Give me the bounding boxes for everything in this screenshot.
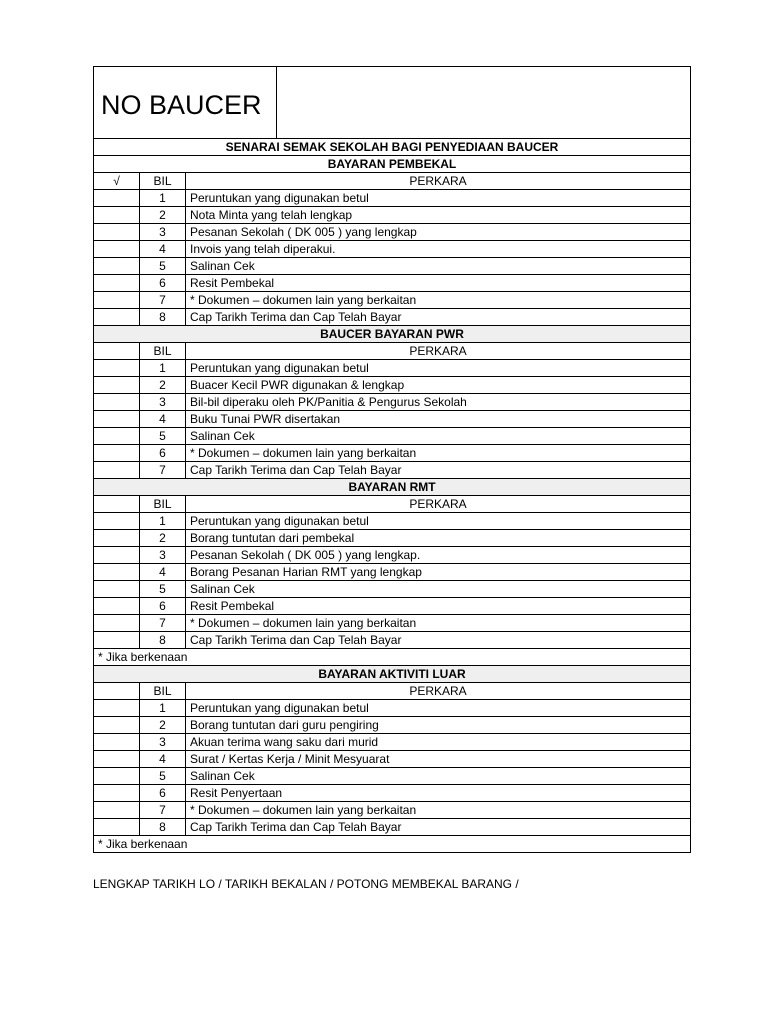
item-text: Cap Tarikh Terima dan Cap Telah Bayar <box>186 309 691 326</box>
item-number: 8 <box>140 309 186 326</box>
column-header-row <box>94 683 691 700</box>
section-title-row <box>94 326 691 343</box>
bil-column-header: BIL <box>140 496 186 513</box>
item-number: 2 <box>140 207 186 224</box>
tick-box <box>94 360 140 377</box>
checklist-item-row <box>94 581 691 598</box>
bil-column-header: BIL <box>140 683 186 700</box>
item-number: 6 <box>140 275 186 292</box>
item-text: Peruntukan yang digunakan betul <box>186 360 691 377</box>
item-number: 5 <box>140 428 186 445</box>
item-number: 2 <box>140 377 186 394</box>
item-text: Resit Pembekal <box>186 598 691 615</box>
perkara-column-header: PERKARA <box>186 496 691 513</box>
item-number: 3 <box>140 224 186 241</box>
item-text: Pesanan Sekolah ( DK 005 ) yang lengkap <box>186 224 691 241</box>
item-text: Salinan Cek <box>186 258 691 275</box>
item-text: Buku Tunai PWR disertakan <box>186 411 691 428</box>
checklist-item-row <box>94 751 691 768</box>
item-number: 1 <box>140 360 186 377</box>
tick-box <box>94 462 140 479</box>
checklist-item-row <box>94 819 691 836</box>
document-title: SENARAI SEMAK SEKOLAH BAGI PENYEDIAAN BAUCER <box>94 139 691 156</box>
tick-box <box>94 632 140 649</box>
section-title: BAYARAN PEMBEKAL <box>94 156 691 173</box>
checklist-item-row <box>94 292 691 309</box>
checklist-item-row <box>94 785 691 802</box>
item-text: Nota Minta yang telah lengkap <box>186 207 691 224</box>
checklist-table <box>93 138 691 853</box>
tick-box <box>94 377 140 394</box>
section-title: BAUCER BAYARAN PWR <box>94 326 691 343</box>
tick-box <box>94 275 140 292</box>
item-text: Cap Tarikh Terima dan Cap Telah Bayar <box>186 819 691 836</box>
item-number: 6 <box>140 598 186 615</box>
tick-box <box>94 292 140 309</box>
checklist-item-row <box>94 241 691 258</box>
item-number: 6 <box>140 785 186 802</box>
tick-box <box>94 717 140 734</box>
checklist-item-row <box>94 598 691 615</box>
item-text: Surat / Kertas Kerja / Minit Mesyuarat <box>186 751 691 768</box>
item-number: 2 <box>140 717 186 734</box>
item-text: Peruntukan yang digunakan betul <box>186 513 691 530</box>
tick-box <box>94 734 140 751</box>
perkara-column-header: PERKARA <box>186 683 691 700</box>
item-number: 8 <box>140 819 186 836</box>
tick-column-header: √ <box>94 173 140 190</box>
section-title: BAYARAN RMT <box>94 479 691 496</box>
tick-box <box>94 615 140 632</box>
item-number: 5 <box>140 258 186 275</box>
note-row <box>94 649 691 666</box>
tick-column-header <box>94 683 140 700</box>
section-title-row <box>94 479 691 496</box>
item-number: 4 <box>140 564 186 581</box>
item-text: Buacer Kecil PWR digunakan & lengkap <box>186 377 691 394</box>
voucher-header <box>93 66 691 138</box>
column-header-row <box>94 173 691 190</box>
item-number: 2 <box>140 530 186 547</box>
item-number: 5 <box>140 768 186 785</box>
tick-box <box>94 411 140 428</box>
checklist-item-row <box>94 258 691 275</box>
tick-box <box>94 241 140 258</box>
checklist-item-row <box>94 700 691 717</box>
tick-box <box>94 530 140 547</box>
tick-column-header <box>94 343 140 360</box>
item-text: Akuan terima wang saku dari murid <box>186 734 691 751</box>
document-title-row <box>94 139 691 156</box>
checklist-item-row <box>94 377 691 394</box>
tick-column-header <box>94 496 140 513</box>
item-text: Pesanan Sekolah ( DK 005 ) yang lengkap. <box>186 547 691 564</box>
item-text: * Dokumen – dokumen lain yang berkaitan <box>186 445 691 462</box>
note-text: * Jika berkenaan <box>94 649 691 666</box>
item-number: 3 <box>140 734 186 751</box>
item-text: Invois yang telah diperakui. <box>186 241 691 258</box>
checklist-item-row <box>94 734 691 751</box>
checklist-item-row <box>94 530 691 547</box>
item-number: 5 <box>140 581 186 598</box>
item-text: Peruntukan yang digunakan betul <box>186 700 691 717</box>
perkara-column-header: PERKARA <box>186 173 691 190</box>
checklist-item-row <box>94 360 691 377</box>
item-text: * Dokumen – dokumen lain yang berkaitan <box>186 615 691 632</box>
bil-column-header: BIL <box>140 343 186 360</box>
tick-box <box>94 547 140 564</box>
checklist-item-row <box>94 547 691 564</box>
bil-column-header: BIL <box>140 173 186 190</box>
item-number: 3 <box>140 547 186 564</box>
checklist-item-row <box>94 224 691 241</box>
item-text: Resit Pembekal <box>186 275 691 292</box>
item-number: 1 <box>140 700 186 717</box>
footer-note: LENGKAP TARIKH LO / TARIKH BEKALAN / POTONG MEMBEKAL BARANG / <box>93 877 519 891</box>
tick-box <box>94 445 140 462</box>
tick-box <box>94 224 140 241</box>
tick-box <box>94 207 140 224</box>
checklist-item-row <box>94 513 691 530</box>
checklist-item-row <box>94 802 691 819</box>
note-row <box>94 836 691 853</box>
tick-box <box>94 258 140 275</box>
item-number: 4 <box>140 411 186 428</box>
tick-box <box>94 819 140 836</box>
checklist-item-row <box>94 207 691 224</box>
item-number: 4 <box>140 241 186 258</box>
tick-box <box>94 768 140 785</box>
tick-box <box>94 598 140 615</box>
checklist-item-row <box>94 411 691 428</box>
tick-box <box>94 394 140 411</box>
column-header-row <box>94 496 691 513</box>
item-number: 7 <box>140 292 186 309</box>
tick-box <box>94 309 140 326</box>
item-text: Peruntukan yang digunakan betul <box>186 190 691 207</box>
checklist-item-row <box>94 445 691 462</box>
checklist-item-row <box>94 275 691 292</box>
item-text: Salinan Cek <box>186 428 691 445</box>
item-text: * Dokumen – dokumen lain yang berkaitan <box>186 802 691 819</box>
item-text: Salinan Cek <box>186 581 691 598</box>
section-title-row <box>94 156 691 173</box>
item-text: * Dokumen – dokumen lain yang berkaitan <box>186 292 691 309</box>
tick-box <box>94 564 140 581</box>
checklist-item-row <box>94 632 691 649</box>
tick-box <box>94 785 140 802</box>
item-text: Cap Tarikh Terima dan Cap Telah Bayar <box>186 632 691 649</box>
voucher-number-label: NO BAUCER <box>94 67 277 138</box>
column-header-row <box>94 343 691 360</box>
checklist-item-row <box>94 190 691 207</box>
section-title: BAYARAN AKTIVITI LUAR <box>94 666 691 683</box>
item-text: Borang tuntutan dari guru pengiring <box>186 717 691 734</box>
item-text: Resit Penyertaan <box>186 785 691 802</box>
note-text: * Jika berkenaan <box>94 836 691 853</box>
item-text: Bil-bil diperaku oleh PK/Panitia & Pengurus Sekolah <box>186 394 691 411</box>
item-text: Cap Tarikh Terima dan Cap Telah Bayar <box>186 462 691 479</box>
item-number: 1 <box>140 513 186 530</box>
item-text: Salinan Cek <box>186 768 691 785</box>
item-number: 8 <box>140 632 186 649</box>
section-title-row <box>94 666 691 683</box>
item-number: 7 <box>140 615 186 632</box>
item-text: Borang tuntutan dari pembekal <box>186 530 691 547</box>
item-text: Borang Pesanan Harian RMT yang lengkap <box>186 564 691 581</box>
perkara-column-header: PERKARA <box>186 343 691 360</box>
checklist-item-row <box>94 309 691 326</box>
item-number: 6 <box>140 445 186 462</box>
tick-box <box>94 802 140 819</box>
tick-box <box>94 751 140 768</box>
checklist-item-row <box>94 428 691 445</box>
tick-box <box>94 190 140 207</box>
tick-box <box>94 513 140 530</box>
tick-box <box>94 581 140 598</box>
checklist-item-row <box>94 394 691 411</box>
checklist-item-row <box>94 564 691 581</box>
item-number: 4 <box>140 751 186 768</box>
item-number: 3 <box>140 394 186 411</box>
item-number: 7 <box>140 462 186 479</box>
voucher-number-field <box>277 67 690 138</box>
checklist-sheet <box>93 66 691 853</box>
tick-box <box>94 428 140 445</box>
item-number: 1 <box>140 190 186 207</box>
checklist-item-row <box>94 768 691 785</box>
tick-box <box>94 700 140 717</box>
checklist-item-row <box>94 462 691 479</box>
item-number: 7 <box>140 802 186 819</box>
checklist-item-row <box>94 615 691 632</box>
checklist-item-row <box>94 717 691 734</box>
